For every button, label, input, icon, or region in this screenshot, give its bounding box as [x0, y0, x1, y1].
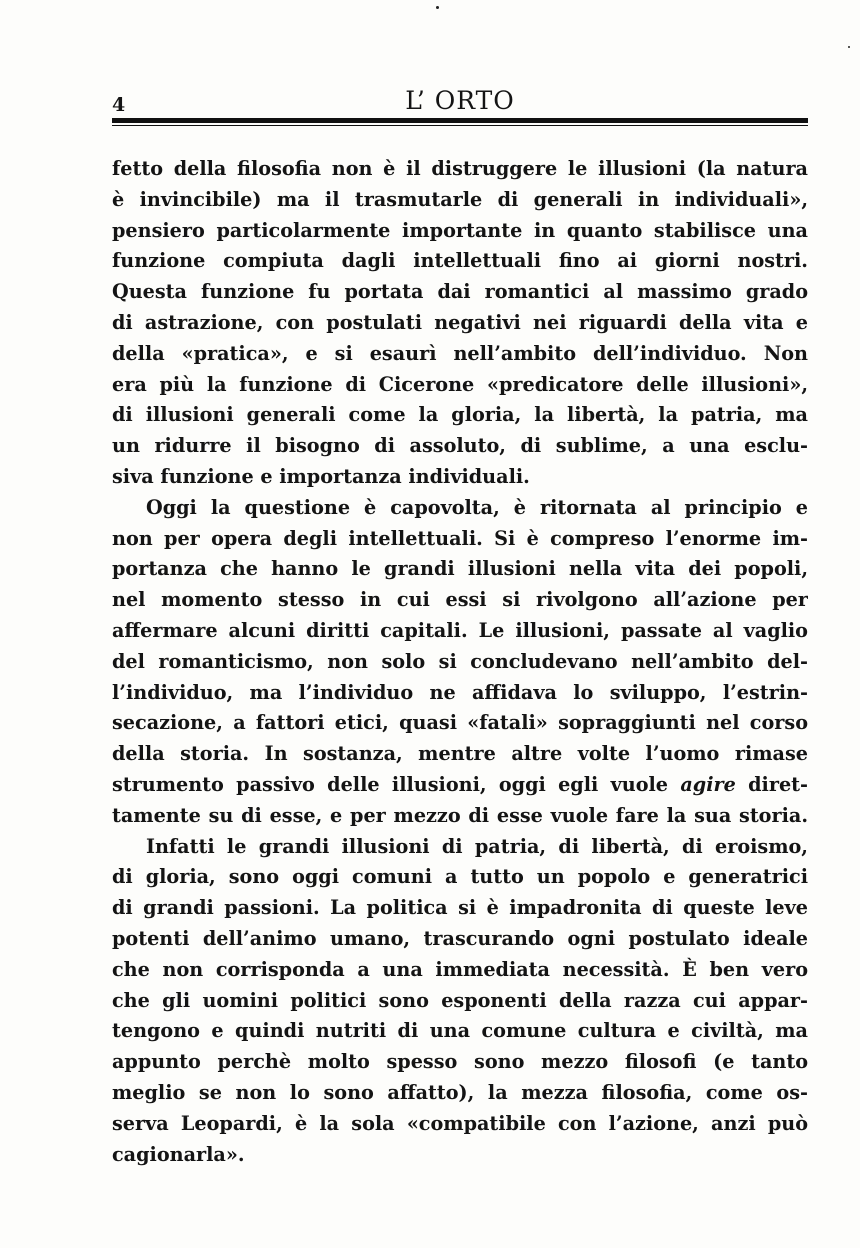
text-line: fetto della filosofia non è il distruggere le illusioni (la natura — [112, 157, 808, 180]
text-line: tengono e quindi nutriti di una comune cultura e civiltà, ma — [112, 1019, 808, 1043]
text-line: portanza che hanno le grandi illusioni nella vita dei popoli, — [112, 557, 808, 581]
text-line: Questa funzione fu portata dai romantici al massimo grado — [112, 280, 808, 304]
page-number: 4 — [112, 94, 126, 116]
print-speck-top — [436, 6, 439, 9]
text-line: affermare alcuni diritti capitali. Le illusioni, passate al vaglio — [112, 618, 808, 642]
text-line: l’individuo, ma l’individuo ne affidava lo sviluppo, l’estrin- — [112, 680, 808, 704]
paragraph-3 — [112, 832, 808, 1171]
page-header — [112, 82, 808, 122]
text-line: funzione compiuta dagli intellettuali fino ai giorni nostri. — [112, 249, 808, 273]
running-title: L’ ORTO — [405, 86, 515, 115]
text-line: del romanticismo, non solo si concludevano nell’ambito del- — [112, 649, 808, 673]
text-line: potenti dell’animo umano, trascurando ogni postulato ideale — [112, 926, 808, 950]
text-line: cagionarla». — [112, 1142, 245, 1166]
text-line: di illusioni generali come la gloria, la libertà, la patria, ma — [112, 403, 808, 427]
text-line: pensiero particolarmente importante in quanto stabilisce una — [112, 218, 808, 242]
header-rule-thin — [112, 125, 808, 126]
text-line: meglio se non lo sono affatto), la mezza filosofia, come os- — [112, 1080, 808, 1104]
emphasized-word: agire — [680, 772, 736, 796]
text-line: di gloria, sono oggi comuni a tutto un popolo e generatrici — [112, 865, 808, 889]
text-line: secazione, a fattori etici, quasi «fatali» sopraggiunti nel corso — [112, 711, 808, 735]
text-line: che gli uomini politici sono esponenti della razza cui appar- — [112, 988, 808, 1012]
text-line-with-emphasis — [112, 770, 808, 801]
text-line: nel momento stesso in cui essi si rivolgono all’azione per — [112, 588, 808, 612]
text-line: era più la funzione di Cicerone «predicatore delle illusioni», — [112, 372, 808, 396]
print-speck-right — [848, 46, 850, 48]
text-line: non per opera degli intellettuali. Si è compreso l’enorme im- — [112, 526, 808, 550]
text-line: un ridurre il bisogno di assoluto, di sublime, a una esclu- — [112, 434, 808, 458]
text-line: è invincibile) ma il trasmutarle di generali in individuali», — [112, 187, 808, 211]
text-line: di astrazione, con postulati negativi nei riguardi della vita e — [112, 310, 808, 334]
text-line: siva funzione e importanza individuali. — [112, 464, 530, 488]
text-line: che non corrisponda a una immediata necessità. È ben vero — [112, 957, 808, 981]
text-line: della storia. In sostanza, mentre altre volte l’uomo rimase — [112, 742, 808, 766]
text-line: Infatti le grandi illusioni di patria, di libertà, di eroismo, — [146, 834, 808, 858]
text-line: Oggi la questione è capovolta, è ritornata al principio e — [146, 495, 808, 519]
paragraph-2 — [112, 493, 808, 832]
text-line: serva Leopardi, è la sola «compatibile con l’azione, anzi può — [112, 1111, 808, 1135]
body-text — [112, 154, 808, 1170]
paragraph-1 — [112, 154, 808, 493]
line-segment: diret- — [748, 772, 808, 796]
text-line: appunto perchè molto spesso sono mezzo filosofi (e tanto — [112, 1050, 808, 1074]
text-line: tamente su di esse, e per mezzo di esse vuole fare la sua storia. — [112, 803, 808, 827]
header-rule-thick — [112, 118, 808, 123]
text-line: della «pratica», e si esaurì nell’ambito dell’individuo. Non — [112, 341, 808, 365]
line-segment: strumento passivo delle illusioni, oggi egli vuole — [112, 772, 669, 796]
text-line: di grandi passioni. La politica si è impadronita di queste leve — [112, 896, 808, 920]
